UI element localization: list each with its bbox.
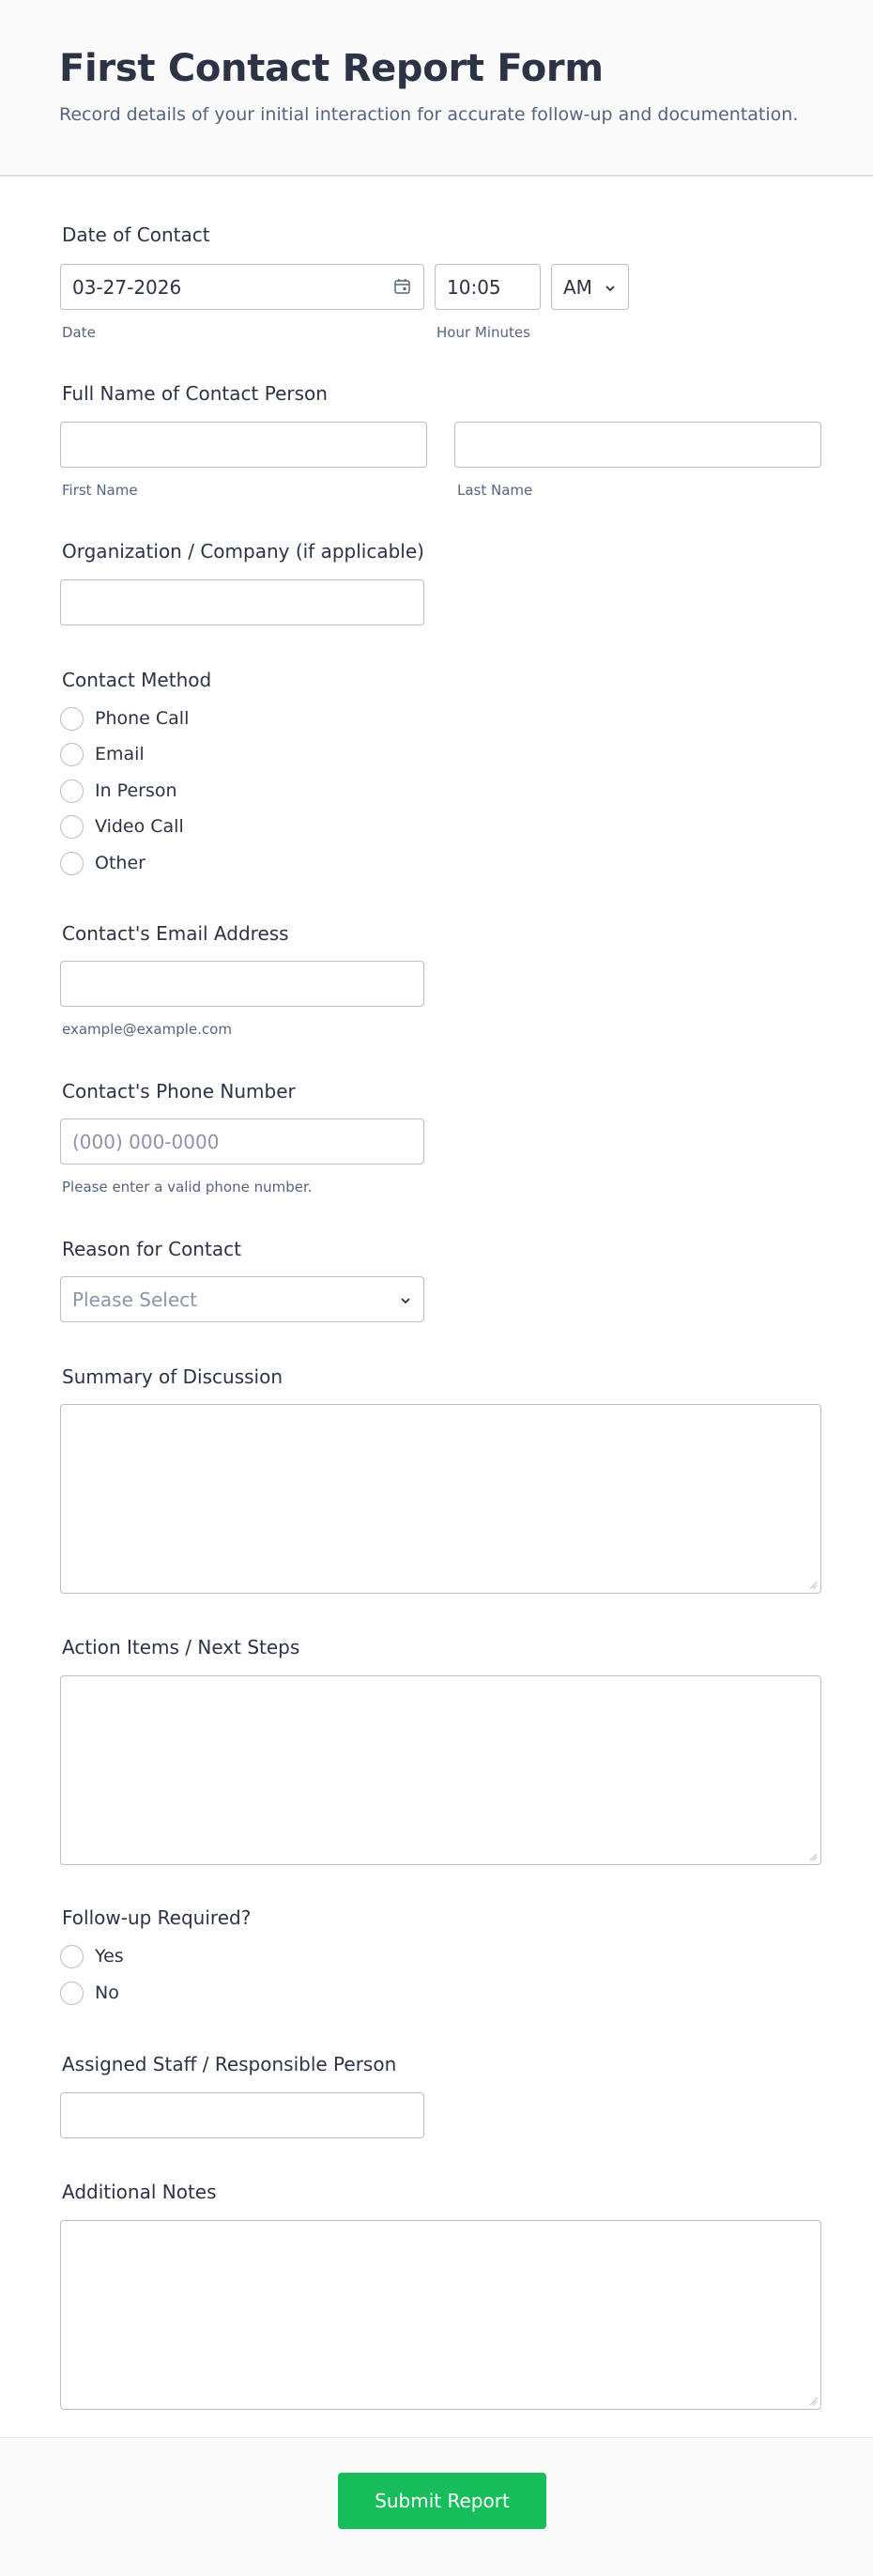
date-input-value: 03-27-2026 — [72, 276, 182, 299]
page-subtitle: Record details of your initial interaction for accurate follow-up and documentation. — [59, 104, 799, 125]
phone-label: Contact's Phone Number — [62, 1080, 296, 1103]
email-sublabel: example@example.com — [62, 1021, 232, 1038]
email-field[interactable] — [60, 961, 424, 1007]
radio-button[interactable] — [60, 852, 84, 875]
radio-label: In Person — [95, 780, 177, 801]
summary-textarea[interactable] — [60, 1404, 821, 1594]
resize-handle-icon[interactable] — [808, 1581, 818, 1590]
ampm-value: AM — [563, 276, 592, 299]
resize-handle-icon[interactable] — [808, 1852, 818, 1861]
submit-button[interactable]: Submit Report — [338, 2473, 546, 2529]
reason-label: Reason for Contact — [62, 1238, 241, 1260]
date-of-contact-label: Date of Contact — [62, 224, 210, 246]
time-input-value: 10:05 — [447, 276, 501, 299]
radio-button[interactable] — [60, 1982, 84, 2005]
reason-placeholder: Please Select — [72, 1288, 197, 1311]
phone-placeholder: (000) 000-0000 — [72, 1131, 220, 1153]
chevron-down-icon — [399, 1293, 412, 1306]
radio-button[interactable] — [60, 779, 84, 803]
summary-label: Summary of Discussion — [62, 1365, 283, 1388]
radio-button[interactable] — [60, 743, 84, 766]
radio-button[interactable] — [60, 1945, 84, 1968]
radio-button[interactable] — [60, 707, 84, 731]
resize-handle-icon[interactable] — [808, 2397, 818, 2406]
first-name-input[interactable] — [60, 422, 427, 468]
ampm-select[interactable] — [551, 264, 629, 310]
radio-label: Video Call — [95, 816, 184, 837]
calendar-icon[interactable] — [393, 277, 412, 296]
follow-up-label: Follow-up Required? — [62, 1906, 252, 1929]
radio-label: Email — [95, 744, 145, 764]
phone-sublabel: Please enter a valid phone number. — [62, 1179, 313, 1195]
date-input[interactable] — [60, 264, 424, 310]
chevron-down-icon — [604, 281, 617, 294]
first-name-sublabel: First Name — [62, 482, 138, 499]
last-name-input[interactable] — [454, 422, 821, 468]
radio-label: Phone Call — [95, 708, 190, 729]
date-sublabel: Date — [62, 324, 96, 341]
additional-notes-label: Additional Notes — [62, 2181, 217, 2203]
radio-label: No — [95, 1982, 119, 2003]
radio-label: Yes — [95, 1946, 124, 1967]
contact-method-label: Contact Method — [62, 669, 212, 691]
additional-notes-textarea[interactable] — [60, 2220, 821, 2410]
assigned-staff-label: Assigned Staff / Responsible Person — [62, 2053, 397, 2075]
reason-select[interactable] — [60, 1276, 424, 1322]
time-input[interactable] — [435, 264, 541, 310]
page-title: First Contact Report Form — [59, 47, 604, 90]
action-items-label: Action Items / Next Steps — [62, 1636, 300, 1658]
last-name-sublabel: Last Name — [457, 482, 533, 499]
email-label: Contact's Email Address — [62, 922, 289, 945]
radio-label: Other — [95, 853, 146, 873]
radio-button[interactable] — [60, 815, 84, 839]
action-items-textarea[interactable] — [60, 1675, 821, 1865]
time-sublabel: Hour Minutes — [436, 324, 530, 341]
full-name-label: Full Name of Contact Person — [62, 382, 328, 405]
phone-input[interactable] — [60, 1118, 424, 1165]
form-header — [0, 0, 873, 177]
assigned-staff-input[interactable] — [60, 2092, 424, 2138]
organization-input[interactable] — [60, 579, 424, 625]
organization-label: Organization / Company (if applicable) — [62, 540, 424, 563]
